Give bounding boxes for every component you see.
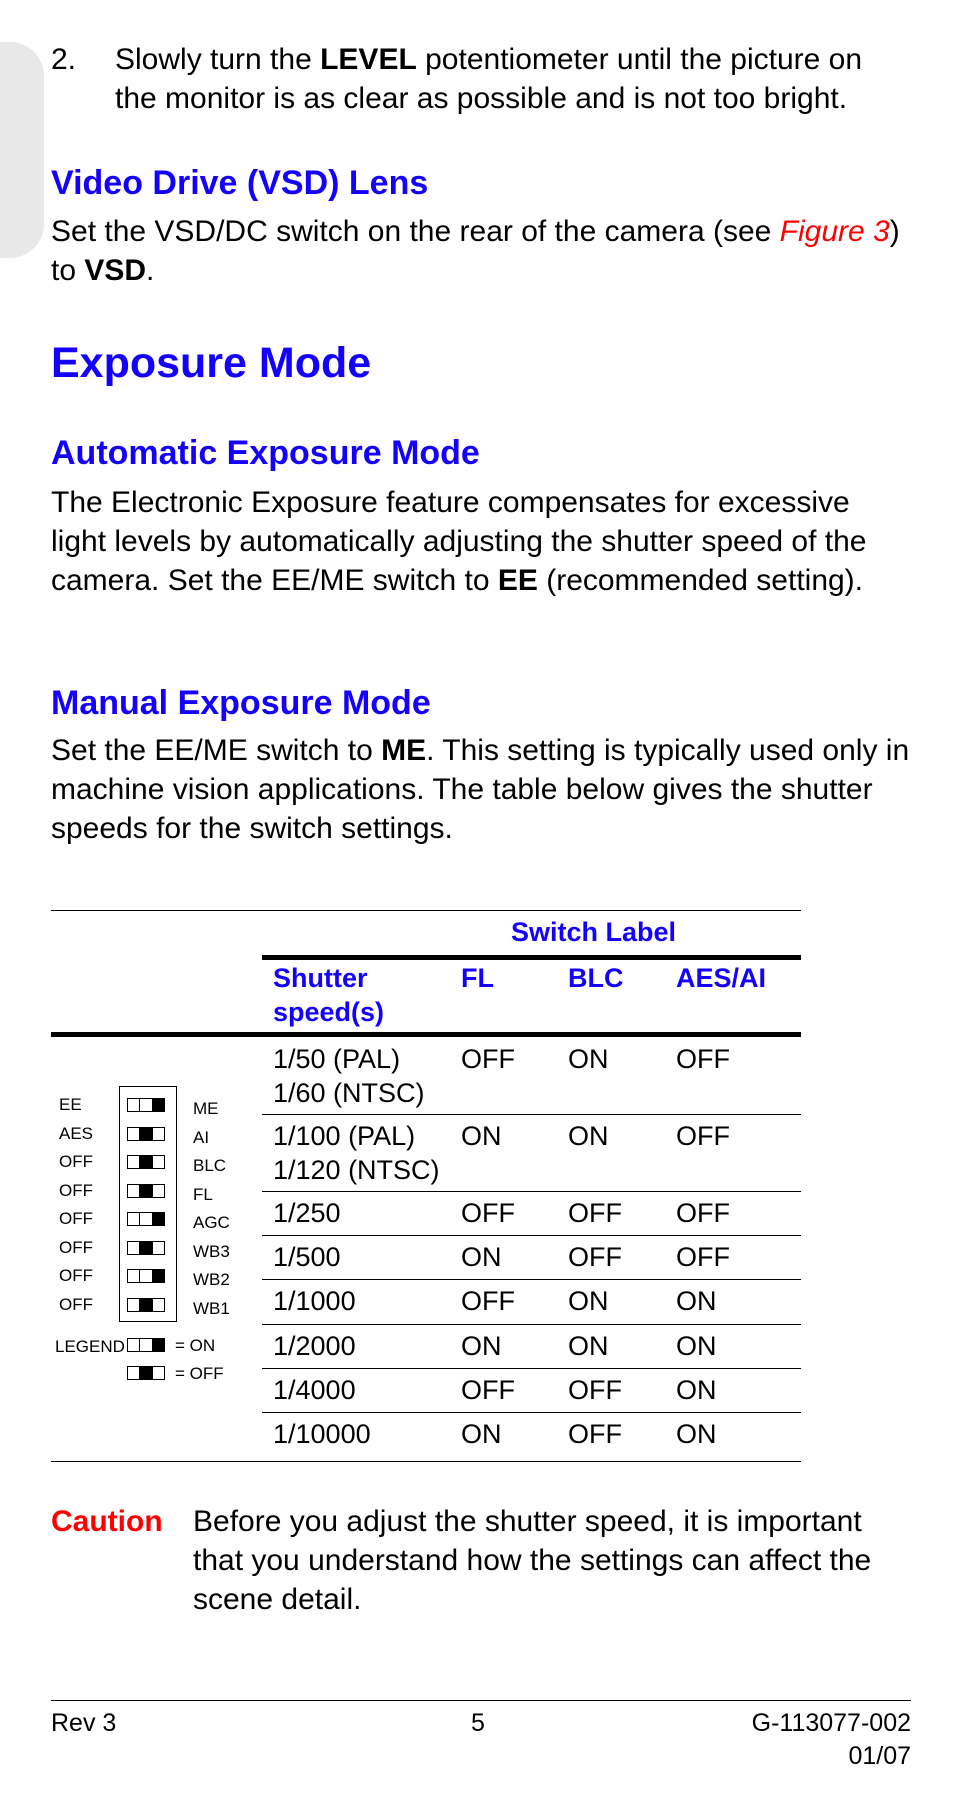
step-2 — [51, 40, 911, 118]
table-cell-switch: ON — [568, 1044, 609, 1074]
table-cell-switch: ON — [676, 1375, 717, 1405]
switch-right-label: ME — [193, 1099, 219, 1118]
legend-off-switch — [127, 1366, 165, 1380]
table-cell-switch: OFF — [568, 1242, 622, 1272]
header-bottom-rule — [51, 1032, 801, 1037]
header-shutter-speed: Shutter speed(s) — [273, 963, 385, 1027]
legend-label: LEGEND — [55, 1337, 125, 1356]
table-cell-shutter: 1/50 (PAL) 1/60 (NTSC) — [273, 1044, 425, 1108]
footer-revision: Rev 3 — [51, 1709, 117, 1737]
table-row-rule — [262, 1235, 801, 1236]
table-cell-switch: OFF — [568, 1198, 622, 1228]
table-cell-switch: ON — [676, 1419, 717, 1449]
switch-left-label: OFF — [59, 1209, 93, 1228]
table-cell-switch: ON — [676, 1331, 717, 1361]
header-fl: FL — [461, 963, 494, 993]
table-cell-switch: ON — [676, 1286, 717, 1316]
step-number: 2. — [51, 43, 77, 76]
table-row-rule — [262, 1191, 801, 1192]
manual-exposure-heading: Manual Exposure Mode — [51, 684, 431, 722]
dip-switch — [127, 1127, 165, 1141]
footer-rule — [51, 1700, 911, 1701]
legend-on-text: = ON — [175, 1336, 216, 1355]
table-cell-switch: OFF — [461, 1286, 515, 1316]
table-cell-switch: OFF — [461, 1198, 515, 1228]
header-thick-rule — [262, 955, 801, 960]
table-cell-shutter: 1/500 — [273, 1242, 341, 1272]
dip-switch — [127, 1184, 165, 1198]
legend-off-text: = OFF — [175, 1364, 224, 1383]
switch-left-label: OFF — [59, 1180, 93, 1200]
level-keyword: LEVEL — [320, 43, 417, 76]
switch-left-label: OFF — [59, 1294, 93, 1314]
manual-exposure-text: Set the EE/ME switch to ME. This setting is typically used only in machine vision applications. The table below gives the shutter speeds for the switch settings. — [51, 734, 910, 845]
table-cell-switch: ON — [461, 1331, 502, 1361]
switch-left-label: AES — [59, 1123, 94, 1143]
table-cell-switch: ON — [568, 1286, 609, 1316]
figure-3-link[interactable]: Figure 3 — [779, 215, 890, 248]
header-blc: BLC — [568, 963, 624, 993]
table-cell-shutter: 1/10000 — [273, 1419, 371, 1449]
dip-switch — [127, 1298, 165, 1312]
caution-label: Caution — [51, 1505, 163, 1538]
auto-exposure-text: The Electronic Exposure feature compensates for excessive light levels by automatically adjusting the shutter speed of the camera. Set the EE/ME switch to EE (recommended setting). — [51, 486, 867, 597]
switch-right-label: WB2 — [193, 1270, 230, 1289]
table-cell-switch: OFF — [676, 1198, 730, 1228]
switch-left-label: OFF — [59, 1237, 93, 1257]
table-cell-switch: OFF — [461, 1044, 515, 1074]
table-cell-shutter: 1/250 — [273, 1198, 341, 1228]
table-cell-switch: OFF — [676, 1121, 730, 1151]
switch-left-label: OFF — [59, 1152, 93, 1171]
table-cell-shutter: 1/2000 — [273, 1331, 356, 1361]
switch-right-label: WB3 — [193, 1241, 230, 1261]
page-edge-tab — [0, 42, 44, 258]
table-cell-switch: OFF — [568, 1419, 622, 1449]
table-cell-switch: OFF — [461, 1375, 515, 1405]
caution-text: Before you adjust the shutter speed, it is important that you understand how the settings can affect the scene detail. — [193, 1505, 872, 1616]
switch-left-label: OFF — [59, 1266, 93, 1285]
table-row-rule — [262, 1114, 801, 1115]
footer-date: 01/07 — [848, 1742, 911, 1770]
footer-doc-number: G-113077-002 — [751, 1709, 911, 1737]
vsd-heading: Video Drive (VSD) Lens — [51, 164, 429, 202]
legend-on-switch — [127, 1338, 165, 1352]
table-row-rule — [262, 1412, 801, 1413]
switch-label-header: Switch Label — [511, 917, 677, 947]
header-aes-ai: AES/AI — [676, 963, 767, 993]
exposure-mode-heading: Exposure Mode — [51, 339, 372, 387]
table-cell-switch: OFF — [568, 1375, 622, 1405]
table-row-rule — [262, 1324, 801, 1325]
dip-switch — [127, 1212, 165, 1226]
table-row-rule — [262, 1368, 801, 1369]
table-cell-switch: ON — [461, 1419, 502, 1449]
dip-switch — [127, 1269, 165, 1283]
shutter-speed-table — [51, 910, 801, 1462]
switch-block-frame — [119, 1086, 177, 1322]
table-cell-switch: ON — [568, 1121, 609, 1151]
table-cell-switch: ON — [461, 1121, 502, 1151]
switch-right-label: BLC — [193, 1156, 227, 1175]
footer-page-number: 5 — [471, 1709, 485, 1737]
step-text: Slowly turn the LEVEL potentiometer until the picture on the monitor is as clear as possible and is not too bright. — [115, 43, 863, 115]
switch-right-label: FL — [193, 1184, 213, 1204]
switch-right-label: AI — [193, 1127, 210, 1147]
caution-note — [51, 1502, 911, 1619]
table-top-rule — [51, 910, 801, 911]
table-cell-shutter: 1/1000 — [273, 1286, 356, 1316]
table-bottom-rule — [51, 1461, 801, 1462]
table-cell-switch: ON — [461, 1242, 502, 1272]
table-cell-shutter: 1/100 (PAL) 1/120 (NTSC) — [273, 1121, 440, 1185]
switch-right-label: WB1 — [193, 1298, 230, 1318]
table-cell-switch: OFF — [676, 1044, 730, 1074]
auto-exposure-heading: Automatic Exposure Mode — [51, 434, 480, 472]
dip-switch — [127, 1241, 165, 1255]
dip-switch — [127, 1098, 165, 1112]
switch-right-label: AGC — [193, 1213, 230, 1232]
table-cell-switch: ON — [568, 1331, 609, 1361]
table-row-rule — [262, 1279, 801, 1280]
vsd-text: Set the VSD/DC switch on the rear of the camera (see Figure 3) to VSD. — [51, 215, 900, 287]
table-cell-shutter: 1/4000 — [273, 1375, 356, 1405]
dip-switch — [127, 1155, 165, 1169]
table-cell-switch: OFF — [676, 1242, 730, 1272]
switch-left-label: EE — [59, 1095, 82, 1114]
